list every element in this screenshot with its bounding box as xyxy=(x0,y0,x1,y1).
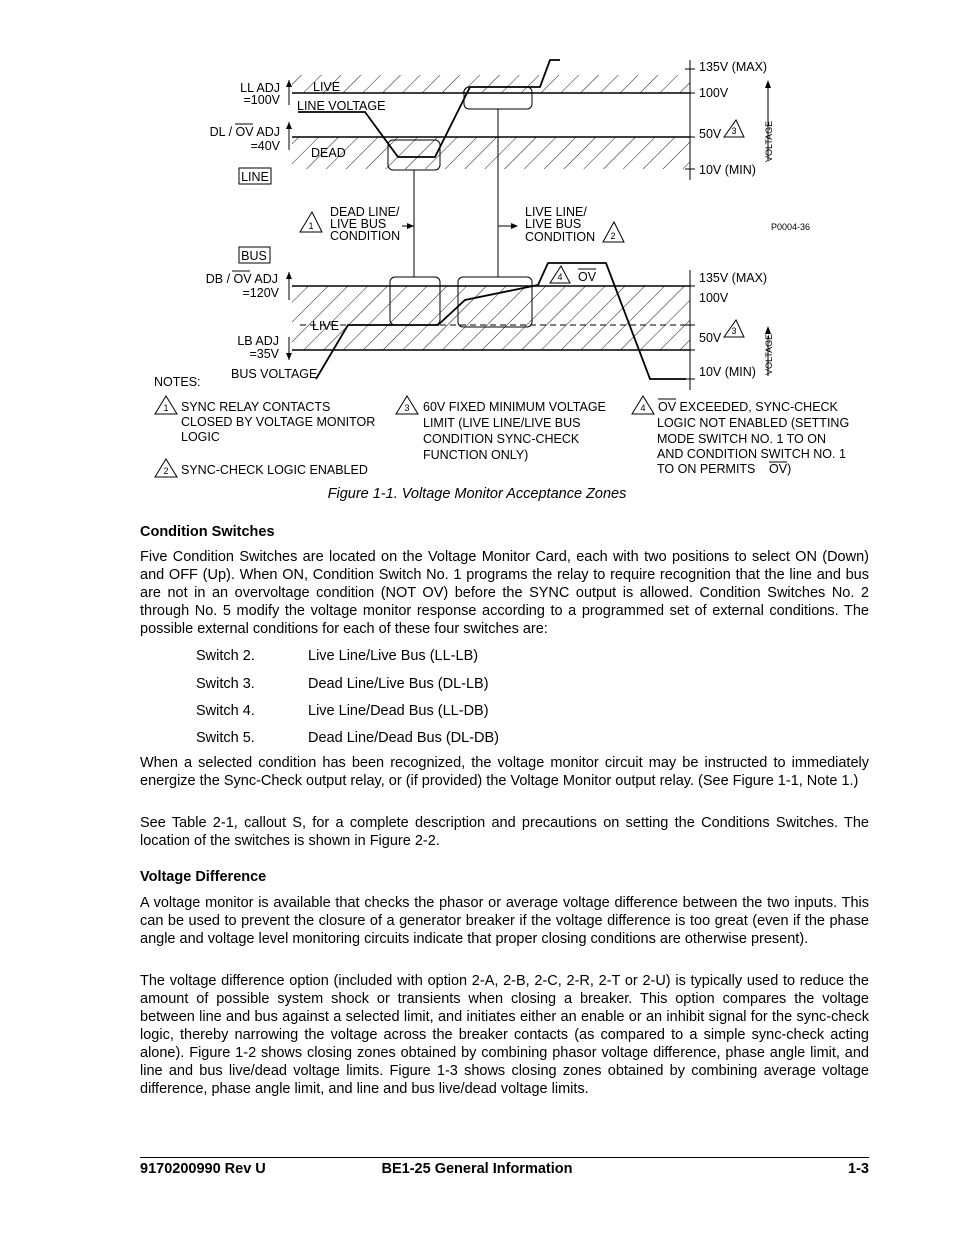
footer-rule xyxy=(140,1157,869,1158)
heading-voltage-difference: Voltage Difference xyxy=(140,869,267,885)
bus-voltage-label: BUS VOLTAGE xyxy=(231,367,318,381)
note-1-marker: 1 xyxy=(163,403,169,413)
switch-row: Switch 2. Live Line/Live Bus (LL-LB) xyxy=(196,648,479,664)
switch-row: Switch 4. Live Line/Dead Bus (LL-DB) xyxy=(196,703,489,719)
note-3-line-2: LIMIT (LIVE LINE/LIVE BUS xyxy=(423,416,581,430)
db-ov-adj-value: =120V xyxy=(242,286,279,300)
footer-page-number: 1-3 xyxy=(848,1161,869,1177)
note-4-line-1: OV EXCEEDED, SYNC-CHECK xyxy=(658,400,838,414)
figure-caption: Figure 1-1. Voltage Monitor Acceptance Zones xyxy=(327,486,627,502)
marker-2-fig: 2 xyxy=(610,231,616,241)
voltage-axis-bottom: VOLTAGE xyxy=(764,333,774,375)
lb-adj-label: LB ADJ xyxy=(237,334,279,348)
paragraph-condition-switches-2: When a selected condition has been recognized, the voltage monitor circuit may be instructed to immediately energize the Sync-Check output relay, or (if provided) the Voltage Monitor output relay. (See Figure 1-1, Note 1.) xyxy=(140,755,869,789)
v100-bottom: 100V xyxy=(699,291,729,305)
v135-top: 135V (MAX) xyxy=(699,60,768,74)
v100-top: 100V xyxy=(699,86,729,100)
live-label-top: LIVE xyxy=(313,80,341,94)
v50-top: 50V xyxy=(699,127,722,141)
line-dead-zone xyxy=(292,137,690,169)
live-line-cond-3: CONDITION xyxy=(525,230,596,244)
paragraph-voltage-difference-2: The voltage difference option (included with option 2-A, 2-B, 2-C, 2-R, 2-T or 2-U) is typically used to reduce the amount of possible system shock or transients when closing a breaker. This option compares the voltage between line and bus against a selected limit, and initiates either an enable or an inhibit signal for the sync-check logic, thereby narrowing the voltage across the breaker contacts (as compared to a simple sync-check acting alone). Figure 1-2 shows closing zones obtained by combining phasor voltage difference, phase angle limit, and line and bus live/dead voltage limits. Figure 1-3 shows closing zones obtained by combining average voltage difference, phase angle limit, and line and bus live/dead voltage limits. xyxy=(140,973,869,1097)
lb-adj-value: =35V xyxy=(249,347,279,361)
dl-ov-adj-label: DL / OV ADJ xyxy=(209,125,280,139)
marker-3-bottom: 3 xyxy=(731,326,737,336)
note-2-marker: 2 xyxy=(163,466,169,476)
note-4-line-4: AND CONDITION SWITCH NO. 1 xyxy=(657,447,846,461)
note-3-line-4: FUNCTION ONLY) xyxy=(423,448,529,462)
voltage-axis-top: VOLTAGE xyxy=(764,120,774,162)
note-4-line-2: LOGIC NOT ENABLED (SETTING xyxy=(657,416,850,430)
marker-1-fig: 1 xyxy=(308,221,314,231)
dl-ov-adj-value: =40V xyxy=(250,139,280,153)
line-box-label: LINE xyxy=(241,170,269,184)
note-1-line-1: SYNC RELAY CONTACTS xyxy=(181,400,331,414)
note-4-line-5: TO ON PERMITS OV) xyxy=(657,462,792,476)
drawing-id: P0004-36 xyxy=(771,222,811,232)
switch-row: Switch 3. Dead Line/Live Bus (DL-LB) xyxy=(196,676,489,692)
heading-condition-switches: Condition Switches xyxy=(140,524,275,540)
dead-line-cond-1: DEAD LINE/ xyxy=(330,205,400,219)
voltage-monitor-figure xyxy=(0,0,954,520)
marker-3-top: 3 xyxy=(731,126,737,136)
note-4-line-3: MODE SWITCH NO. 1 TO ON xyxy=(657,432,826,446)
note-1-line-2: CLOSED BY VOLTAGE MONITOR xyxy=(181,415,376,429)
live-line-cond-1: LIVE LINE/ xyxy=(525,205,587,219)
paragraph-condition-switches-3: See Table 2-1, callout S, for a complete description and precautions on setting the Conditions Switches. The location of the switches is shown in Figure 2-2. xyxy=(140,815,869,849)
v10-bottom: 10V (MIN) xyxy=(699,365,756,379)
dead-line-cond-3: CONDITION xyxy=(330,229,401,243)
v10-top: 10V (MIN) xyxy=(699,163,756,177)
bus-live-zone xyxy=(292,286,690,350)
bus-box-label: BUS xyxy=(241,249,267,263)
marker-4-fig: 4 xyxy=(557,272,563,282)
note-2-line-1: SYNC-CHECK LOGIC ENABLED xyxy=(181,463,368,477)
switch-row: Switch 5. Dead Line/Dead Bus (DL-DB) xyxy=(196,730,500,746)
paragraph-voltage-difference-1: A voltage monitor is available that checks the phasor or average voltage difference between the two inputs. This can be used to prevent the closure of a generator breaker if the voltage difference is too great (even if the phase angle and voltage level monitoring circuits indicate that proper closing conditions are otherwise present). xyxy=(140,895,869,947)
note-3-line-3: CONDITION SYNC-CHECK xyxy=(423,432,580,446)
notes-title: NOTES: xyxy=(154,375,201,389)
line-live-zone xyxy=(292,75,690,93)
ll-adj-label: LL ADJ xyxy=(240,81,280,95)
db-ov-adj-label: DB / OV ADJ xyxy=(205,272,278,286)
ll-adj-value: =100V xyxy=(243,93,280,107)
dead-line-cond-2: LIVE BUS xyxy=(330,217,387,231)
live-line-cond-2: LIVE BUS xyxy=(525,217,582,231)
paragraph-condition-switches-1: Five Condition Switches are located on the Voltage Monitor Card, each with two positions to select ON (Down) and OFF (Up). When ON, Condition Switch No. 1 programs the relay to require recognition that the line and bus are not in an overvoltage condition (NOT OV) before the SYNC output is allowed. Condition Switches No. 2 through No. 5 modify the voltage monitor response according to a programmed set of external conditions. The possible external conditions for each of these four switches are: xyxy=(140,549,869,637)
v50-bottom: 50V xyxy=(699,331,722,345)
v135-bottom: 135V (MAX) xyxy=(699,271,768,285)
note-1-line-3: LOGIC xyxy=(181,430,220,444)
ov-label: OV xyxy=(578,270,597,284)
live-label-bottom: LIVE xyxy=(312,319,340,333)
footer-title: BE1-25 General Information xyxy=(381,1161,573,1177)
footer-doc-number: 9170200990 Rev U xyxy=(140,1161,266,1177)
note-4-marker: 4 xyxy=(640,403,646,413)
note-3-line-1: 60V FIXED MINIMUM VOLTAGE xyxy=(423,400,606,414)
line-voltage-label: LINE VOLTAGE xyxy=(297,99,386,113)
dead-label: DEAD xyxy=(311,146,346,160)
note-3-marker: 3 xyxy=(404,403,410,413)
